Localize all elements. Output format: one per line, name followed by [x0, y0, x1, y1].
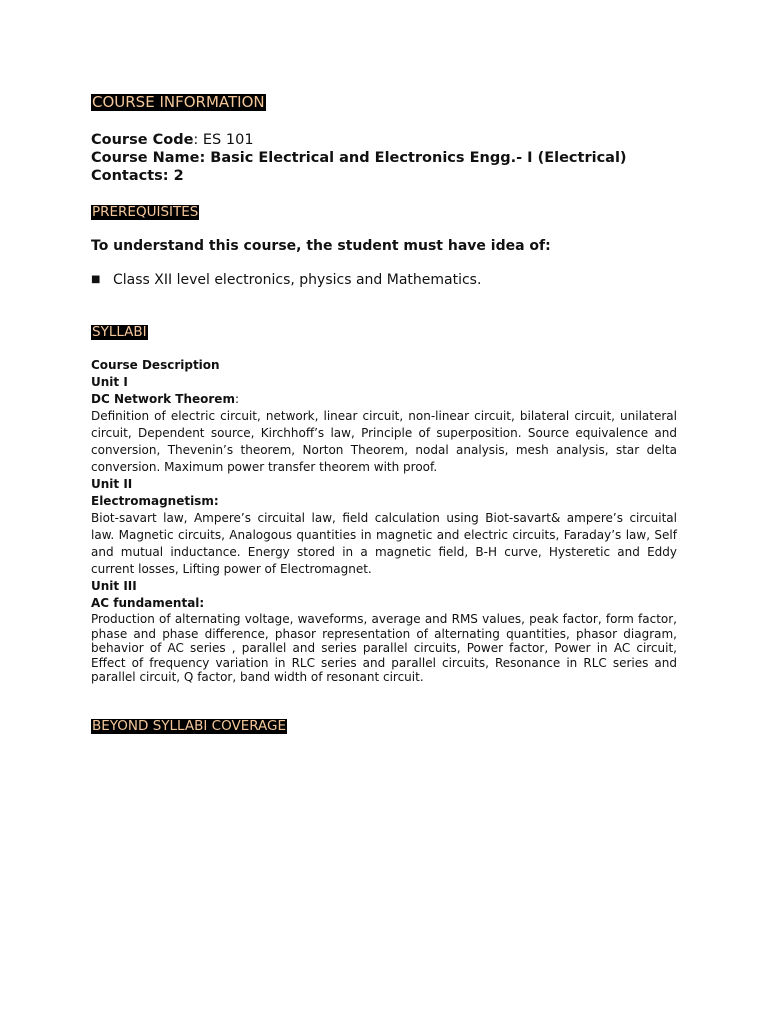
contacts-line: Contacts: 2 [91, 168, 184, 184]
prerequisite-text: Class XII level electronics, physics and Mathematics. [113, 272, 482, 288]
unit-2-title: Electromagnetism: [91, 494, 219, 508]
course-code-value: : ES 101 [193, 132, 254, 148]
course-code-label: Course Code [91, 132, 194, 148]
bullet-square-icon: ■ [91, 274, 101, 285]
unit-2-label: Unit II [91, 477, 133, 491]
course-code-line [91, 131, 627, 149]
course-information-heading-text: COURSE INFORMATION [92, 93, 265, 111]
unit-3-label: Unit III [91, 579, 137, 593]
prerequisites-lead: To understand this course, the student must have idea of: [91, 238, 551, 254]
unit-3-description: Production of alternating voltage, waveforms, average and RMS values, peak factor, form factor, phase and phase difference, phasor representation of alternating quantities, phasor diagram, behavior of AC series , parallel and series parallel circuits, Power factor, Power in AC circuit, Effect of frequency variation in RLC series and parallel circuits, Resonance in RLC series and parallel circuit, Q factor, band width of resonant circuit. [91, 612, 677, 684]
syllabi-heading [91, 324, 148, 340]
beyond-syllabi-heading-text: BEYOND SYLLABI COVERAGE [92, 718, 287, 734]
prerequisites-heading-text: PREREQUISITES [92, 204, 199, 220]
unit-1-label: Unit I [91, 375, 128, 389]
prerequisites-heading [91, 204, 199, 220]
prerequisites-list-item [91, 272, 481, 288]
beyond-syllabi-heading [91, 718, 287, 734]
unit-3-title: AC fundamental: [91, 596, 205, 610]
syllabi-heading-text: SYLLABI [92, 324, 147, 340]
unit-1-title: DC Network Theorem [91, 392, 235, 406]
course-info-block [91, 131, 627, 185]
course-description-heading: Course Description [91, 358, 220, 372]
course-information-heading [91, 93, 266, 111]
unit-1-title-suffix: : [234, 392, 239, 406]
course-name-line: Course Name: Basic Electrical and Electronics Engg.- I (Electrical) [91, 150, 627, 166]
unit-1-description: Definition of electric circuit, network, linear circuit, non-linear circuit, bilateral circuit, unilateral circuit, Dependent source, Kirchhoff’s law, Principle of superposition. Source equivalence and conversion, Thevenin’s theorem, Norton Theorem, nodal analysis, mesh analysis, star delta conversion. Maximum power transfer theorem with proof. [91, 409, 677, 474]
unit-2-description: Biot-savart law, Ampere’s circuital law, field calculation using Biot-savart& ampere’s circuital law. Magnetic circuits, Analogous quantities in magnetic and electric circuits, Faraday’s law, Self and mutual inductance. Energy stored in a magnetic field, B-H curve, Hysteretic and Eddy current losses, Lifting power of Electromagnet. [91, 511, 677, 576]
unit-1-title-line [91, 391, 677, 408]
syllabi-content [91, 357, 677, 685]
